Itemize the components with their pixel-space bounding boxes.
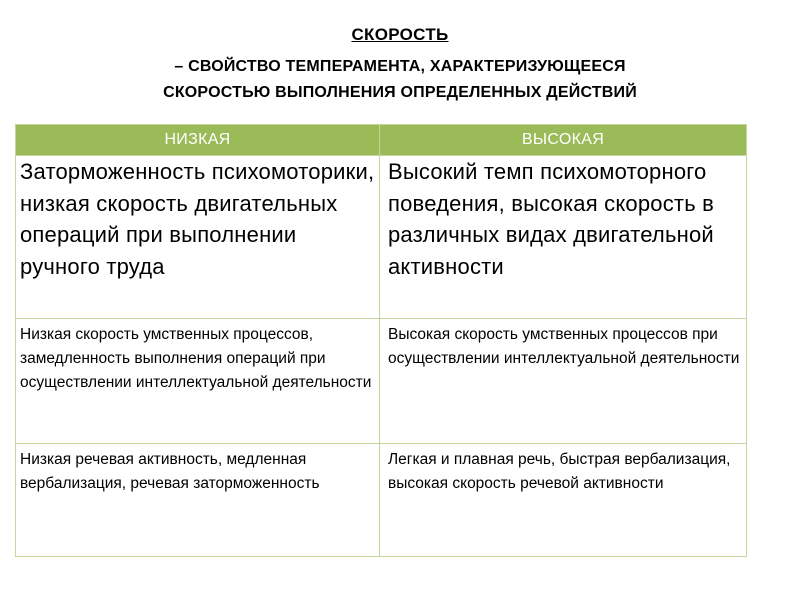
header-high: ВЫСОКАЯ: [380, 125, 747, 156]
header-low: НИЗКАЯ: [16, 125, 380, 156]
table-cell-low: [16, 444, 380, 557]
table-row: [16, 156, 747, 319]
table-cell-low: [16, 319, 380, 444]
table-cell-low: [16, 156, 380, 319]
row3-low-text: Низкая речевая активность, медленная вербализация, речевая заторможенность: [20, 451, 320, 492]
table-cell-high: [380, 444, 747, 557]
page-subtitle: [0, 54, 800, 106]
subtitle-line-2: СКОРОСТЬЮ ВЫПОЛНЕНИЯ ОПРЕДЕЛЕННЫХ ДЕЙСТВИЙ: [163, 84, 637, 101]
row3-high-text: Легкая и плавная речь, быстрая вербализация, высокая скорость речевой активности: [388, 451, 731, 492]
subtitle-line-1: – СВОЙСТВО ТЕМПЕРАМЕНТА, ХАРАКТЕРИЗУЮЩЕЕСЯ: [174, 58, 626, 75]
table-cell-high: [380, 319, 747, 444]
row2-high-text: Высокая скорость умственных процессов при осуществлении интеллектуальной деятельности: [388, 326, 740, 367]
table-row: [16, 319, 747, 444]
comparison-table: [15, 124, 747, 557]
slide-header: [0, 24, 800, 106]
row1-high-text: Высокий темп психомоторного поведения, высокая скорость в различных видах двигательной активности: [388, 159, 715, 279]
page-title: СКОРОСТЬ: [351, 25, 449, 44]
row1-low-text: Заторможенность психомоторики, низкая скорость двигательных операций при выполнении ручного труда: [20, 159, 375, 279]
table-cell-high: [380, 156, 747, 319]
table-row: [16, 444, 747, 557]
table-header-row: [16, 125, 747, 156]
row2-low-text: Низкая скорость умственных процессов, замедленность выполнения операций при осуществлении интеллектуальной деятельности: [20, 326, 372, 391]
